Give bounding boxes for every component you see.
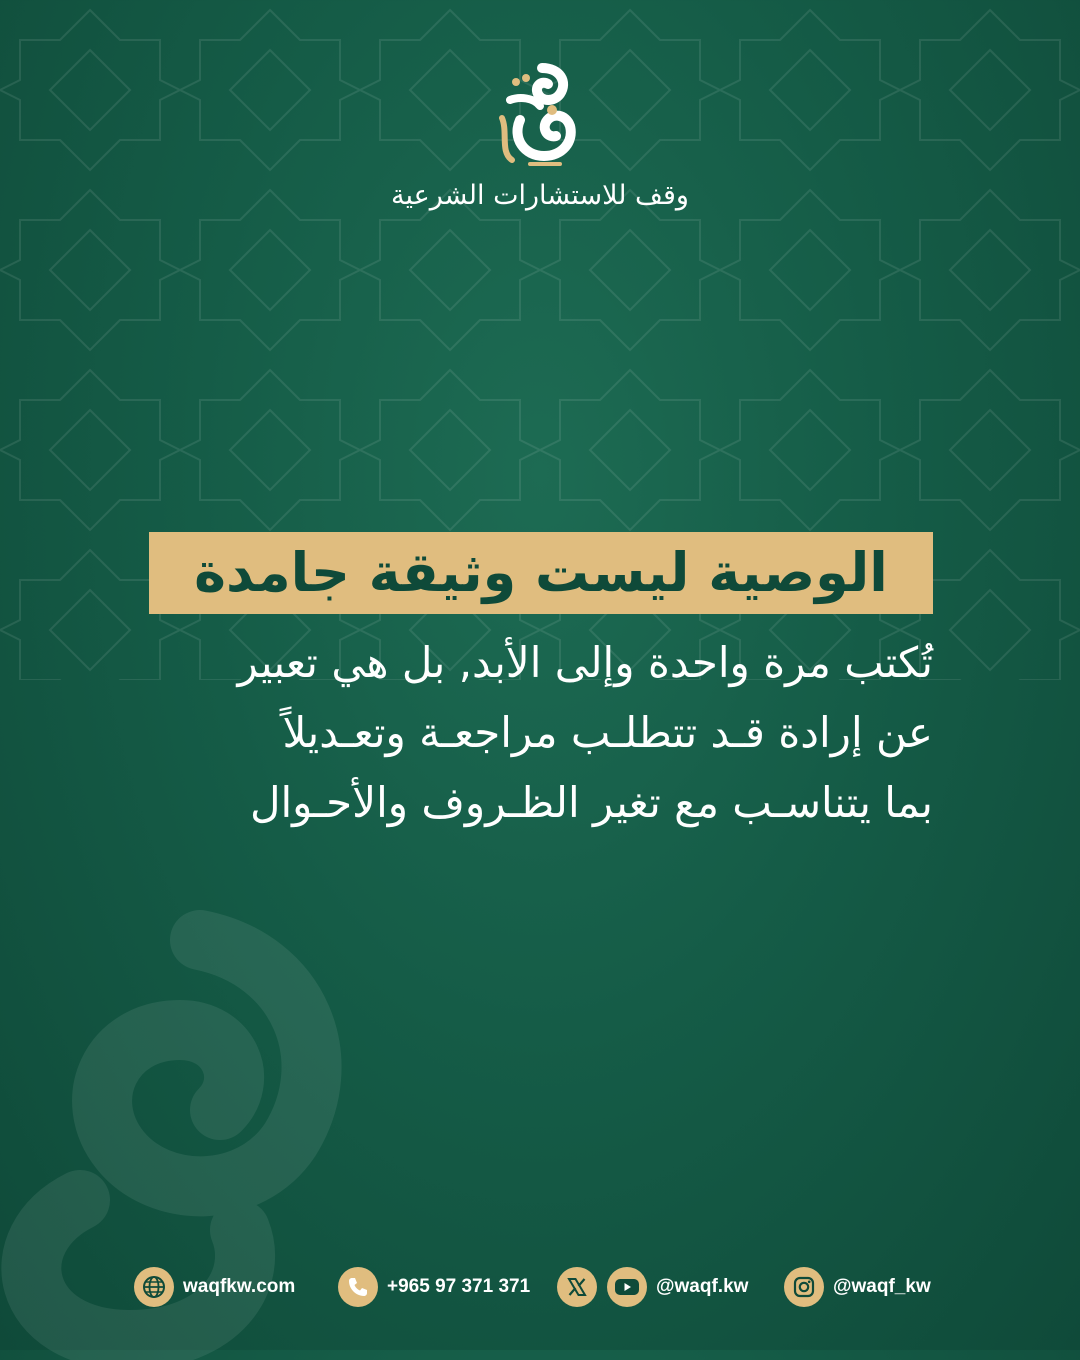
phone-label: +965 97 371 371 xyxy=(387,1276,531,1297)
brand-logo xyxy=(390,60,690,240)
brand-name: وقف للاستشارات الشرعية xyxy=(391,180,689,211)
globe-icon xyxy=(134,1267,174,1307)
instagram-link[interactable] xyxy=(784,1266,931,1308)
headline-banner xyxy=(149,532,933,614)
website-label: waqfkw.com xyxy=(183,1276,296,1297)
body-line: بما يتناسـب مع تغير الظـروف والأحـوال xyxy=(249,778,933,827)
phone-link[interactable] xyxy=(338,1266,530,1308)
x-twitter-icon xyxy=(557,1267,597,1307)
x-link[interactable] xyxy=(557,1266,597,1308)
waqf-logo-mark-icon xyxy=(490,60,590,170)
website-link[interactable] xyxy=(134,1266,295,1308)
instagram-icon xyxy=(784,1267,824,1307)
body-text xyxy=(149,628,933,838)
headline: الوصية ليست وثيقة جامدة xyxy=(194,541,888,604)
instagram-label: @waqf_kw xyxy=(833,1276,931,1297)
youtube-label: @waqf.kw xyxy=(656,1276,749,1297)
youtube-icon xyxy=(607,1267,647,1307)
youtube-link[interactable] xyxy=(607,1266,748,1308)
body-line: تُكتب مرة واحدة وإلى الأبد, بل هي تعبير xyxy=(237,638,933,687)
phone-icon xyxy=(338,1267,378,1307)
contact-footer xyxy=(130,1266,950,1310)
body-line: عن إرادة قـد تتطلـب مراجعـة وتعـديلاً xyxy=(282,708,933,757)
